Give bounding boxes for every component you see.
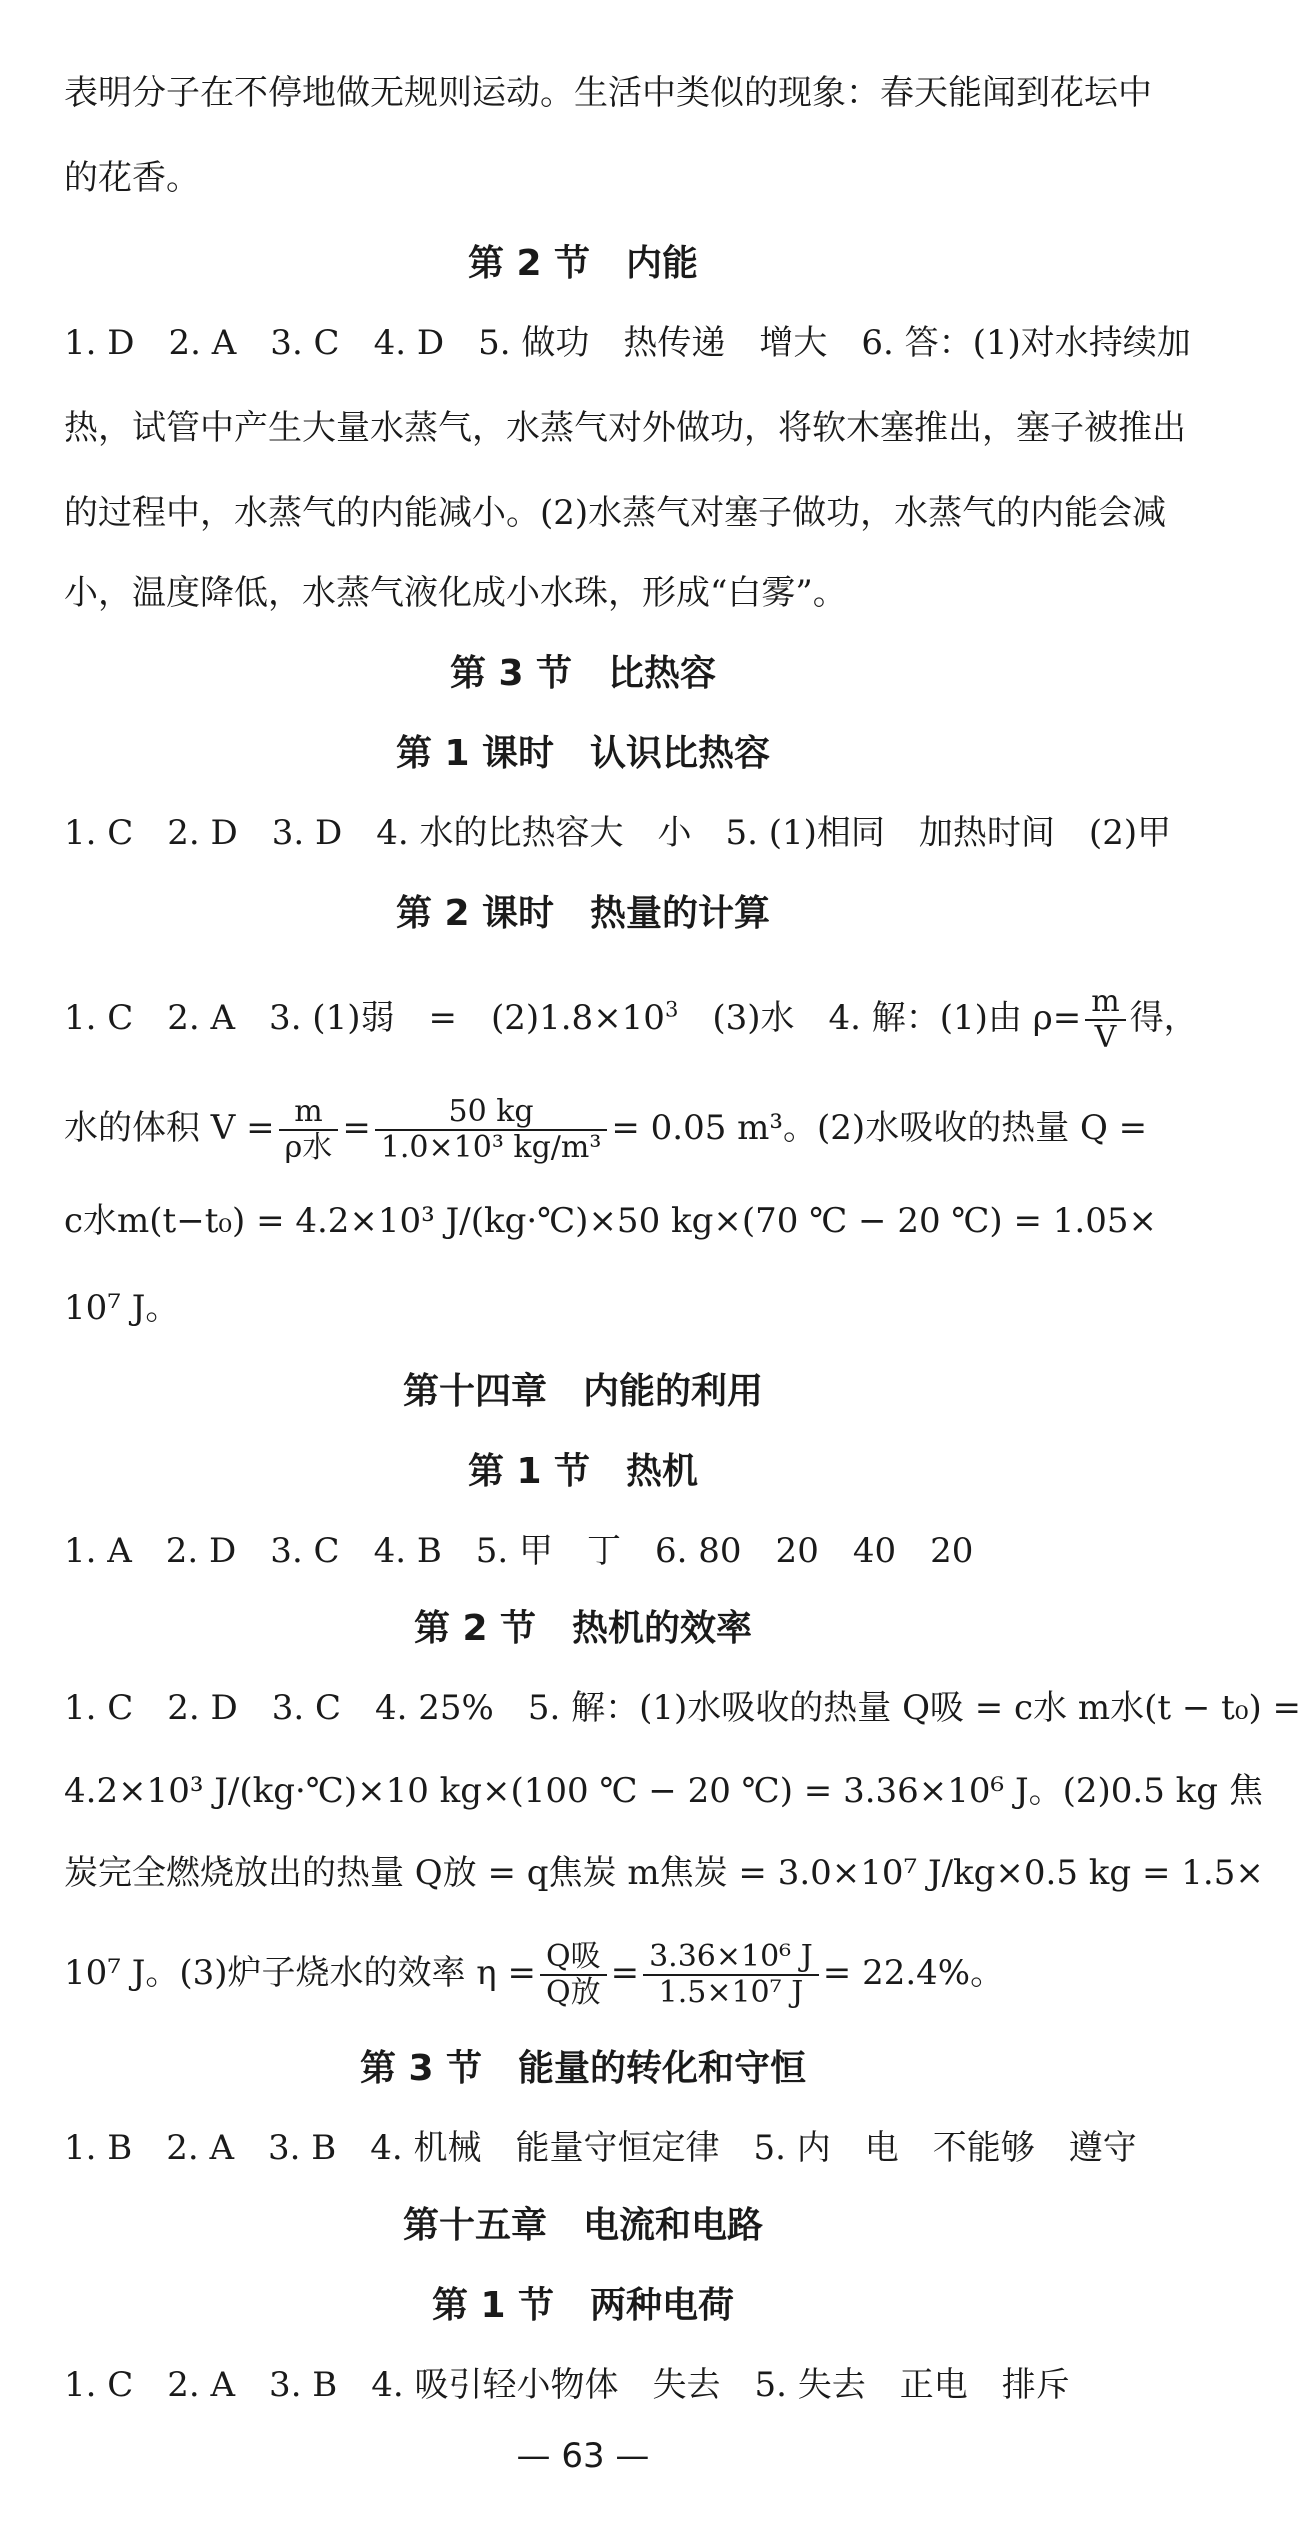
chapter-heading: 第十四章 内能的利用 <box>402 1371 763 1412</box>
answer-line: 1. C 2. A 3. B 4. 吸引轻小物体 失去 5. 失去 正电 排斥 <box>64 2365 1070 2405</box>
fraction-efficiency <box>540 1940 607 2010</box>
answer-line: 1. C 2. D 3. D 4. 水的比热容大 小 5. (1)相同 加热时间 (2)甲 <box>64 813 1172 853</box>
answer-line-formula <box>64 1940 1102 2010</box>
text-line: 4.2×10³ J/(kg·℃)×10 kg×(100 ℃ − 20 ℃) = 3.36×10⁶ J。(2)0.5 kg 焦 <box>64 1771 1263 1811</box>
text-span: = <box>610 1953 640 1993</box>
section-heading: 第 2 节 内能 <box>467 243 699 284</box>
fraction-denominator: Q放 <box>545 1975 601 2010</box>
page-number: — 63 — <box>516 2436 650 2476</box>
section-heading: 第 1 节 热机 <box>467 1451 699 1492</box>
fraction-density <box>1085 985 1125 1055</box>
text-line: 小，温度降低，水蒸气液化成小水珠，形成“白雾”。 <box>64 573 847 613</box>
superscript: 3 <box>664 996 679 1022</box>
chapter-heading: 第十五章 电流和电路 <box>402 2205 763 2246</box>
section-heading: 第 2 节 热机的效率 <box>413 1608 753 1649</box>
text-span: = 22.4%。 <box>822 1953 1005 1993</box>
text-span: = 0.05 m³。(2)水吸收的热量 Q = <box>611 1108 1148 1148</box>
text-span: = <box>342 1108 371 1148</box>
fraction-numerator: 50 kg <box>375 1095 608 1131</box>
fraction-numerator: m <box>279 1095 339 1131</box>
fraction-denominator: V <box>1094 1020 1117 1055</box>
section-heading: 第 3 节 能量的转化和守恒 <box>359 2048 807 2089</box>
text-span: 水的体积 V = <box>64 1108 275 1148</box>
answer-line: 1. B 2. A 3. B 4. 机械 能量守恒定律 5. 内 电 不能够 遵守 <box>64 2128 1137 2168</box>
lesson-heading: 第 1 课时 认识比热容 <box>395 733 771 774</box>
text-line: 热，试管中产生大量水蒸气，水蒸气对外做功，将软木塞推出，塞子被推出 <box>64 408 1186 448</box>
fraction-values <box>375 1095 608 1165</box>
text-span: 10⁷ J。(3)炉子烧水的效率 η = <box>64 1953 536 1993</box>
text-span: 得， <box>1129 998 1198 1038</box>
fraction-denominator: 1.5×10⁷ J <box>658 1975 804 2010</box>
section-heading: 第 3 节 比热容 <box>449 653 717 694</box>
answer-line: 1. A 2. D 3. C 4. B 5. 甲 丁 6. 80 20 40 20 <box>64 1531 974 1571</box>
answer-line: 1. D 2. A 3. C 4. D 5. 做功 热传递 增大 6. 答：(1)对水持续加 <box>64 323 1191 363</box>
text-line: 炭完全燃烧放出的热量 Q放 = q焦炭 m焦炭 = 3.0×10⁷ J/kg×0.5 kg = 1.5× <box>64 1853 1264 1893</box>
fraction-numerator: m <box>1085 985 1125 1021</box>
text-span: 1. C 2. A 3. (1)弱 = (2)1.8×10 <box>64 998 665 1038</box>
text-span: (3)水 4. 解：(1)由 ρ= <box>678 998 1082 1038</box>
answer-line-formula <box>64 1094 1148 1165</box>
lesson-heading: 第 2 课时 热量的计算 <box>395 893 771 934</box>
fraction-numerator: Q吸 <box>540 1940 607 1976</box>
text-line: 10⁷ J。 <box>64 1288 180 1328</box>
section-heading: 第 1 节 两种电荷 <box>431 2285 735 2326</box>
fraction-numerator: 3.36×10⁶ J <box>643 1940 819 1976</box>
text-line: 表明分子在不停地做无规则运动。生活中类似的现象：春天能闻到花坛中 <box>64 73 1152 113</box>
fraction-volume <box>279 1095 339 1165</box>
fraction-denominator: ρ水 <box>284 1130 333 1165</box>
answer-line: 1. C 2. D 3. C 4. 25% 5. 解：(1)水吸收的热量 Q吸 = c水 m水(t − t₀) = <box>64 1688 1301 1728</box>
fraction-denominator: 1.0×10³ kg/m³ <box>380 1130 602 1165</box>
text-line: c水m(t−t₀) = 4.2×10³ J/(kg·℃)×50 kg×(70 ℃ − 20 ℃) = 1.05× <box>64 1201 1157 1241</box>
text-line: 的花香。 <box>64 158 200 198</box>
answer-line-formula <box>64 984 1198 1055</box>
text-line: 的过程中，水蒸气的内能减小。(2)水蒸气对塞子做功，水蒸气的内能会减 <box>64 493 1167 533</box>
fraction-values <box>643 1940 819 2010</box>
